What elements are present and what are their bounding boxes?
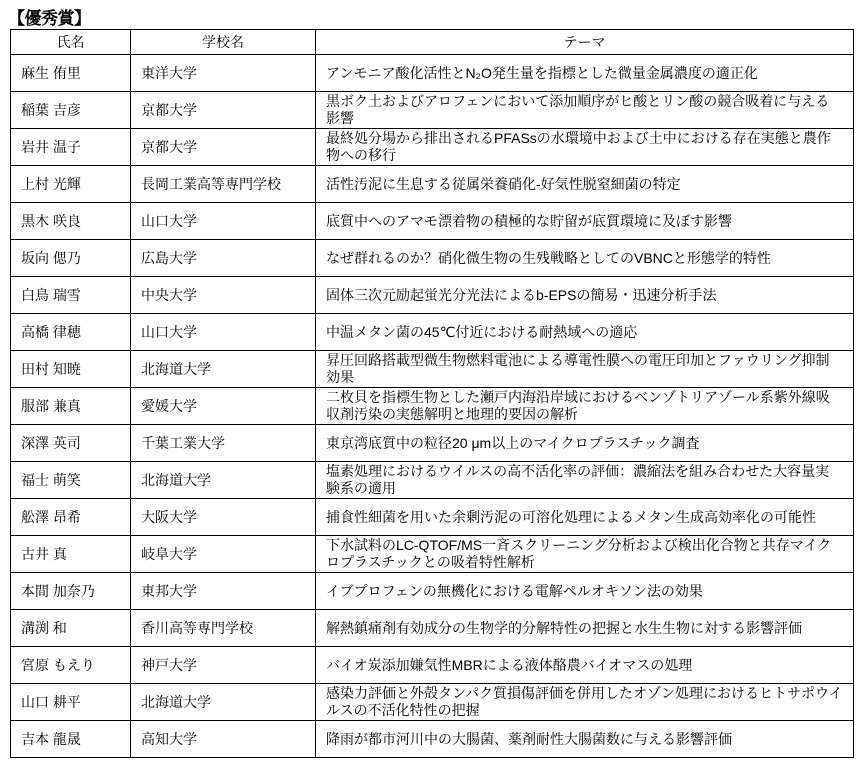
- cell-school: 岐阜大学: [131, 536, 316, 573]
- cell-theme: 固体三次元励起蛍光分光法によるb-EPSの簡易・迅速分析手法: [316, 277, 854, 314]
- table-row: [11, 684, 854, 721]
- cell-theme: 降雨が都市河川中の大腸菌、薬剤耐性大腸菌数に与える影響評価: [316, 721, 854, 758]
- cell-name: 田村 知暁: [11, 351, 131, 388]
- table-row: [11, 277, 854, 314]
- cell-theme: 解熱鎮痛剤有効成分の生物学的分解特性の把握と水生生物に対する影響評価: [316, 610, 854, 647]
- cell-school: 長岡工業高等専門学校: [131, 166, 316, 203]
- table-row: [11, 610, 854, 647]
- cell-school: 東邦大学: [131, 573, 316, 610]
- table-body: [11, 55, 854, 758]
- cell-school: 北海道大学: [131, 462, 316, 499]
- cell-name: 稲葉 吉彦: [11, 92, 131, 129]
- cell-name: 深澤 英司: [11, 425, 131, 462]
- cell-theme: イブプロフェンの無機化における電解ペルオキソン法の効果: [316, 573, 854, 610]
- cell-theme: 下水試料のLC-QTOF/MS一斉スクリーニング分析および検出化合物と共存マイクロプラスチックとの吸着特性解析: [316, 536, 854, 573]
- cell-name: 本間 加奈乃: [11, 573, 131, 610]
- header-name: 氏名: [11, 30, 131, 55]
- header-school: 学校名: [131, 30, 316, 55]
- cell-name: 吉本 龍晟: [11, 721, 131, 758]
- cell-school: 広島大学: [131, 240, 316, 277]
- cell-theme: 東京湾底質中の粒径20 μm以上のマイクロプラスチック調査: [316, 425, 854, 462]
- cell-theme: 二枚貝を指標生物とした瀬戸内海沿岸域におけるベンゾトリアゾール系紫外線吸収剤汚染の実態解明と地理的要因の解析: [316, 388, 854, 425]
- cell-school: 大阪大学: [131, 499, 316, 536]
- cell-school: 千葉工業大学: [131, 425, 316, 462]
- cell-name: 坂向 偲乃: [11, 240, 131, 277]
- cell-name: 山口 耕平: [11, 684, 131, 721]
- table-row: [11, 314, 854, 351]
- cell-theme: なぜ群れるのか？硝化微生物の生残戦略としてのVBNCと形態学的特性: [316, 240, 854, 277]
- cell-school: 山口大学: [131, 314, 316, 351]
- cell-theme: アンモニア酸化活性とN₂O発生量を指標とした微量金属濃度の適正化: [316, 55, 854, 92]
- table-row: [11, 462, 854, 499]
- table-row: [11, 92, 854, 129]
- cell-name: 古井 真: [11, 536, 131, 573]
- cell-name: 舩澤 昂希: [11, 499, 131, 536]
- table-row: [11, 240, 854, 277]
- cell-school: 香川高等専門学校: [131, 610, 316, 647]
- cell-school: 高知大学: [131, 721, 316, 758]
- cell-school: 東洋大学: [131, 55, 316, 92]
- cell-theme: 塩素処理におけるウイルスの高不活化率の評価：濃縮法を組み合わせた大容量実験系の適用: [316, 462, 854, 499]
- cell-name: 岩井 温子: [11, 129, 131, 166]
- cell-name: 服部 兼真: [11, 388, 131, 425]
- cell-school: 神戸大学: [131, 647, 316, 684]
- cell-name: 溝渕 和: [11, 610, 131, 647]
- table-row: [11, 721, 854, 758]
- table-row: [11, 647, 854, 684]
- cell-school: 中央大学: [131, 277, 316, 314]
- award-table: [10, 29, 854, 758]
- cell-name: 上村 光輝: [11, 166, 131, 203]
- cell-school: 愛媛大学: [131, 388, 316, 425]
- cell-theme: 昇圧回路搭載型微生物燃料電池による導電性膜への電圧印加とファウリング抑制効果: [316, 351, 854, 388]
- table-row: [11, 55, 854, 92]
- table-row: [11, 166, 854, 203]
- table-row: [11, 351, 854, 388]
- table-row: [11, 203, 854, 240]
- header-theme: テーマ: [316, 30, 854, 55]
- cell-theme: 中温メタン菌の45℃付近における耐熱域への適応: [316, 314, 854, 351]
- table-row: [11, 388, 854, 425]
- cell-theme: 捕食性細菌を用いた余剰汚泥の可溶化処理によるメタン生成高効率化の可能性: [316, 499, 854, 536]
- section-title: 【優秀賞】: [8, 9, 91, 28]
- cell-theme: バイオ炭添加嫌気性MBRによる液体酪農バイオマスの処理: [316, 647, 854, 684]
- cell-name: 宮原 もえり: [11, 647, 131, 684]
- table-row: [11, 536, 854, 573]
- cell-name: 白鳥 瑞雪: [11, 277, 131, 314]
- table-row: [11, 499, 854, 536]
- cell-theme: 底質中へのアマモ漂着物の積極的な貯留が底質環境に及ぼす影響: [316, 203, 854, 240]
- cell-name: 高橋 律穂: [11, 314, 131, 351]
- table-row: [11, 573, 854, 610]
- cell-theme: 最終処分場から排出されるPFASsの水環境中および土中における存在実態と農作物への移行: [316, 129, 854, 166]
- cell-school: 山口大学: [131, 203, 316, 240]
- cell-school: 北海道大学: [131, 684, 316, 721]
- cell-school: 京都大学: [131, 129, 316, 166]
- cell-name: 福士 萌笑: [11, 462, 131, 499]
- table-header-row: [11, 30, 854, 55]
- table-row: [11, 425, 854, 462]
- cell-theme: 活性汚泥に生息する従属栄養硝化-好気性脱窒細菌の特定: [316, 166, 854, 203]
- cell-school: 京都大学: [131, 92, 316, 129]
- cell-theme: 感染力評価と外殻タンパク質損傷評価を併用したオゾン処理におけるヒトサポウイルスの不活化特性の把握: [316, 684, 854, 721]
- cell-name: 麻生 侑里: [11, 55, 131, 92]
- cell-school: 北海道大学: [131, 351, 316, 388]
- cell-theme: 黒ボク土およびアロフェンにおいて添加順序がヒ酸とリン酸の競合吸着に与える影響: [316, 92, 854, 129]
- table-row: [11, 129, 854, 166]
- cell-name: 黒木 咲良: [11, 203, 131, 240]
